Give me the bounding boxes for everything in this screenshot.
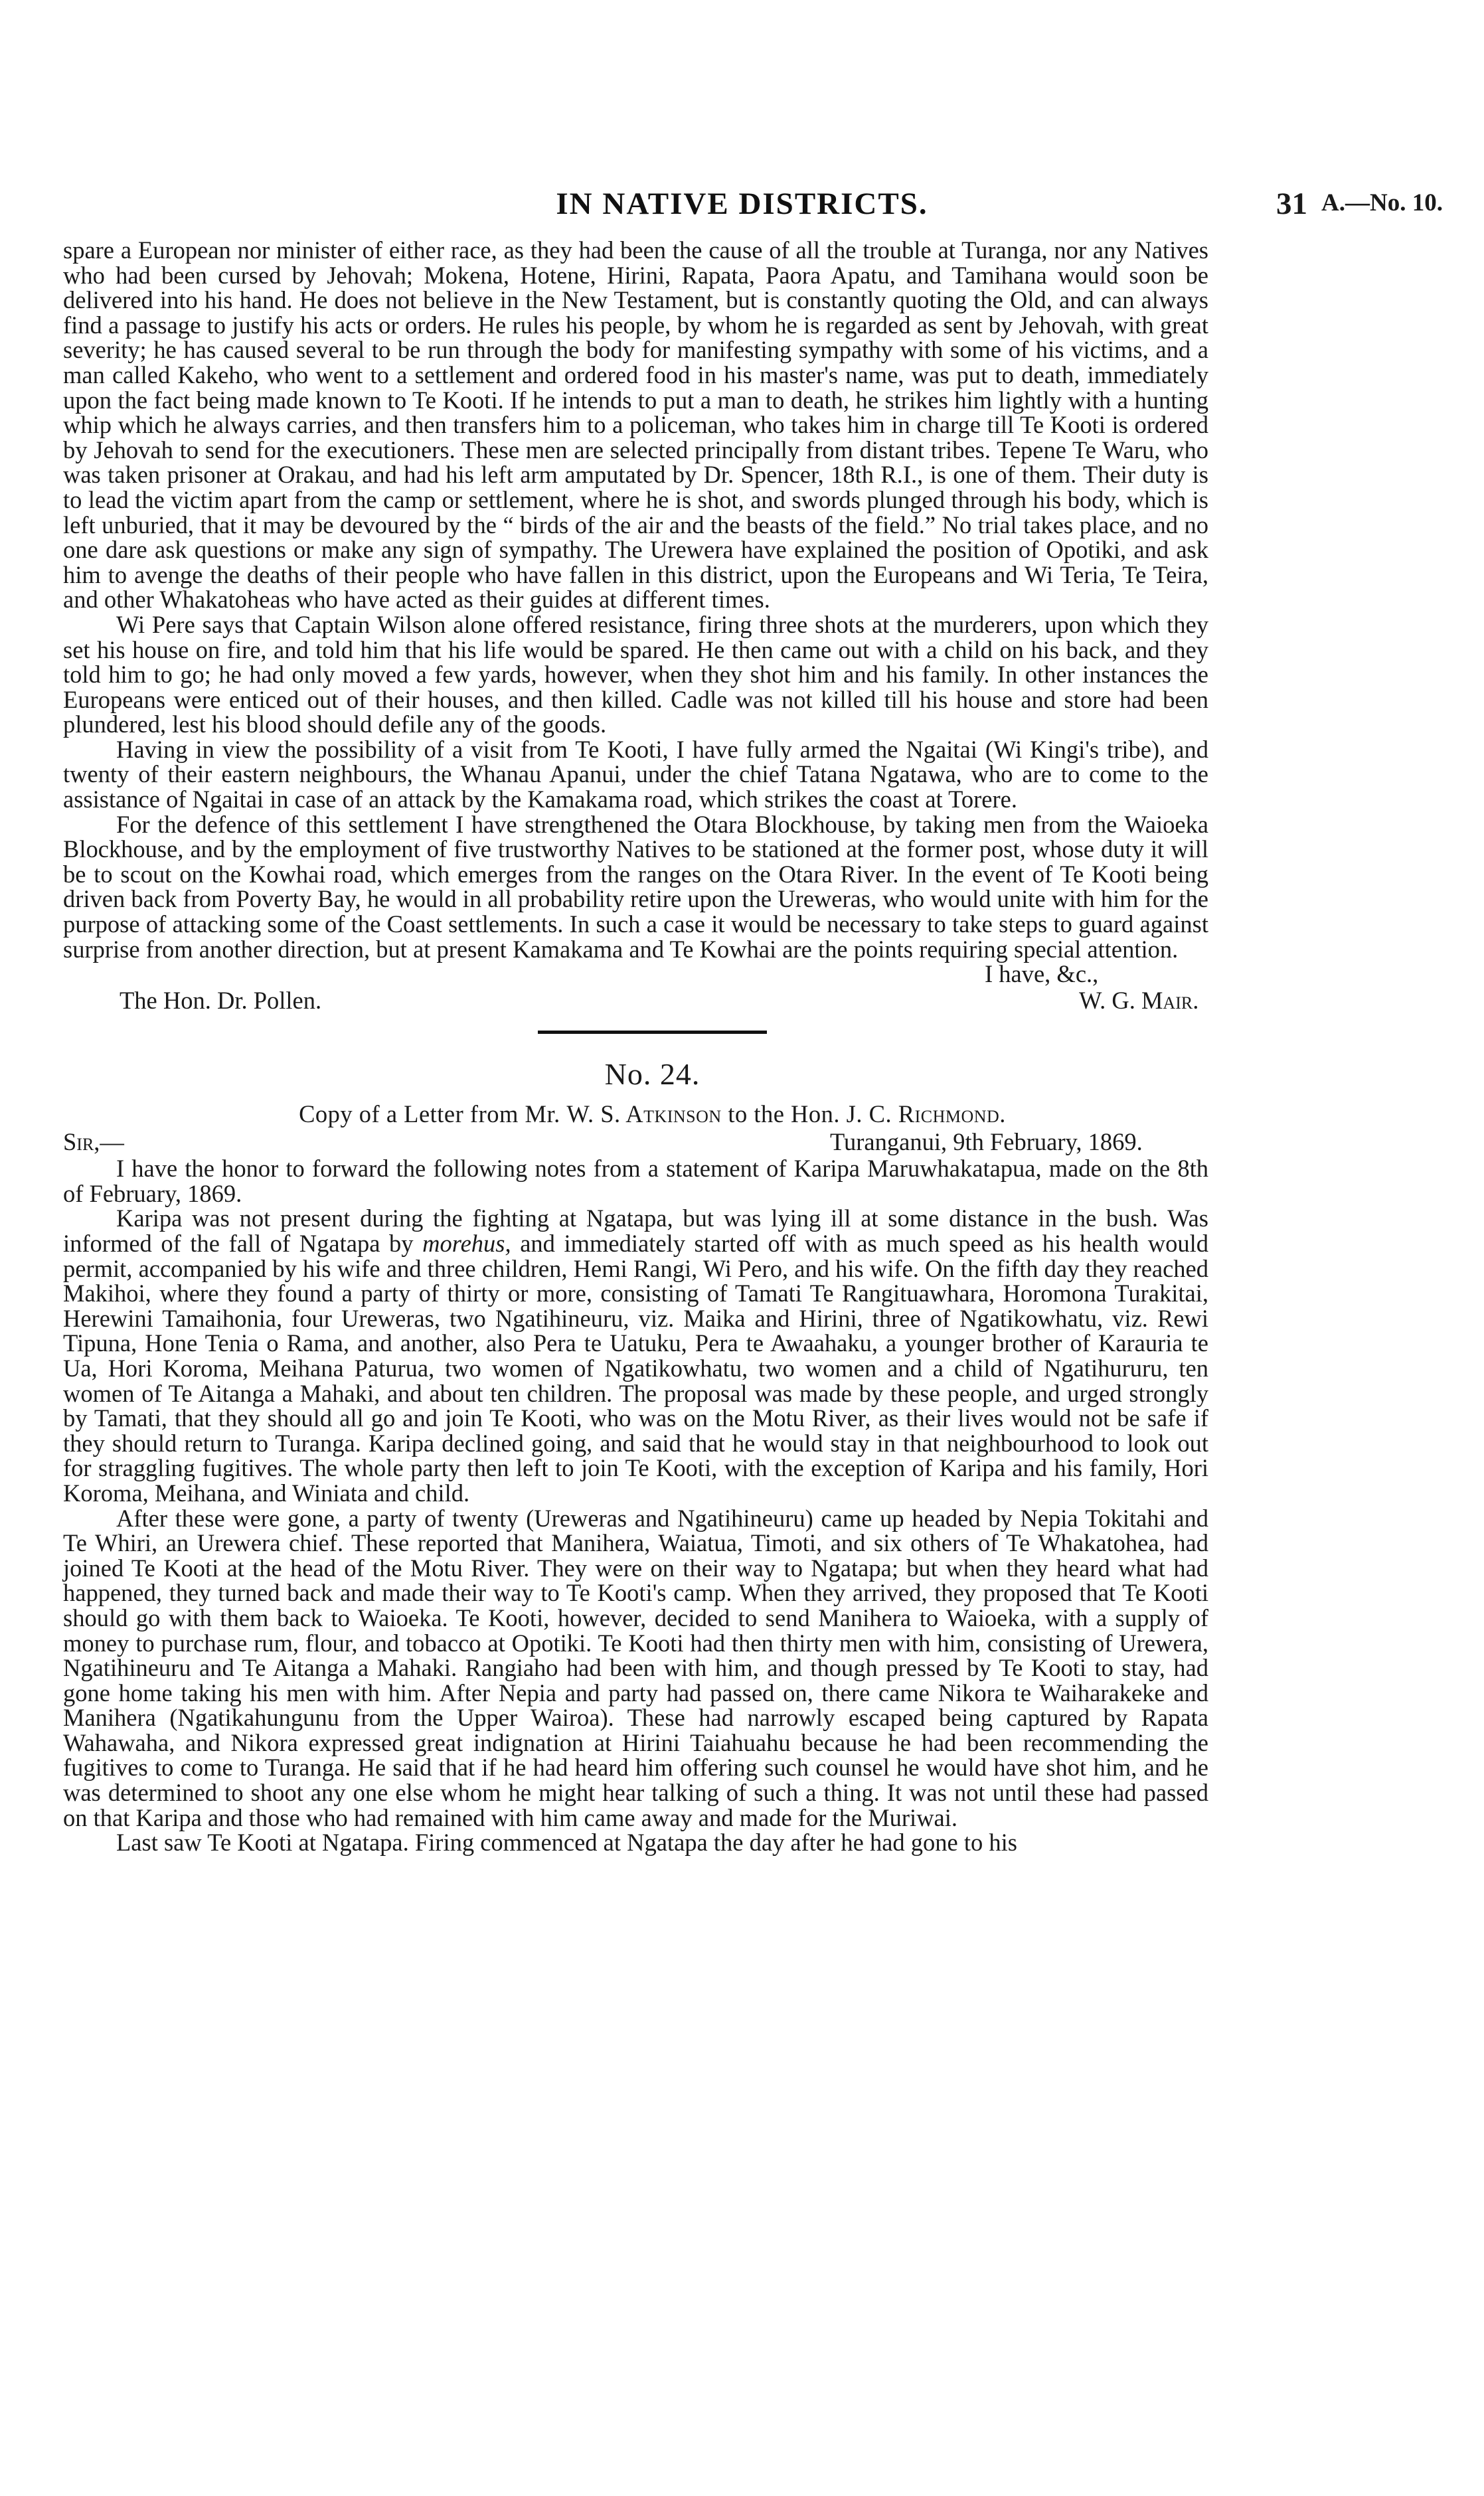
page-body	[63, 238, 1208, 1855]
paragraph	[63, 1206, 1208, 1505]
section-divider	[538, 1031, 767, 1034]
salutation: Sir,—	[63, 1128, 124, 1156]
page-title: IN NATIVE DISTRICTS.	[556, 187, 928, 221]
italic-term: morehus,	[422, 1230, 511, 1257]
paragraph: After these were gone, a party of twenty (Ureweras and Ngatihineuru) came up headed by Nepia Tokitahi and Te Whiri, an Urewera chief. These reported that Manihera, Waiatua, Timoti, and six others of Te Whakatohea, had joined Te Kooti at the head of the Motu River. They were on their way to Ngatapa; but when they heard what had happened, they turned back and made their way to Te Kooti's camp. When they arrived, they proposed that Te Kooti should go with them back to Waioeka. Te Kooti, however, decided to send Manihera to Waioeka, with a supply of money to purchase rum, flour, and tobacco at Opotiki. Te Kooti had then thirty men with him, consisting of Urewera, Ngatihineuru and Te Aitanga a Mahaki. Rangiaho had been with him, and though pressed by Te Kooti to stay, had gone home taking his men with him. After Nepia and party had passed on, there came Nikora te Waiharakeke and Manihera (Ngatikahungunu from the Upper Wairoa). These had narrowly escaped being captured by Rapata Wahawaha, and Nikora expressed great indignation at Hirini Taiahuahu because he had been recommending the fugitives to come to Turanga. He said that if he had heard him offering such counsel he would have shot him, and he was determined to shoot any one else whom he might hear talking of such a thing. It was not until these had passed on that Karipa and those who had remained with him came away and made for the Muriwai.	[63, 1504, 1208, 1831]
paragraph: For the defence of this settlement I have strengthened the Otara Blockhouse, by taking men from the Waioeka Blockhouse, and by the employment of five trustworthy Natives to be stationed at the former post, whose duty it will be to scout on the Kowhai road, which emerges from the ranges on the Otara River. In the event of Te Kooti being driven back from Poverty Bay, he would in all probability retire upon the Ureweras, who would unite with him for the purpose of attacking some of the Coast settlements. In such a case it would be necessary to take steps to guard against surprise from another direction, but at present Kamakama and Te Kowhai are the points requiring special attention.	[63, 810, 1208, 963]
paragraph-text: Karipa was not present during the fighting at Ngatapa, but was lying ill at some distance in the bush. Was informed of the fall of Ngatapa by	[63, 1205, 1208, 1257]
caption-sender: W. S. Atkinson	[566, 1100, 722, 1128]
paragraph: spare a European nor minister of either race, as they had been the cause of all the trouble at Turanga, nor any Natives who had been cursed by Jehovah; Mokena, Hotene, Hirini, Rapata, Paora Apatu, and Tamihana would soon be delivered into his hand. He does not believe in the New Testament, but is constantly quoting the Old, and can always find a passage to justify his acts or orders. He rules his people, by whom he is regarded as sent by Jehovah, with great severity; he has caused several to be run through the body for manifesting sympathy with some of his victims, and a man called Kakeho, who went to a settlement and ordered food in his master's name, was put to death, immediately upon the fact being made known to Te Kooti. If he intends to put a man to death, he strikes him lightly with a hunting whip which he always carries, and then transfers him to a policeman, who takes him in charge till Te Kooti is ordered by Jehovah to send for the executioners. These men are selected principally from distant tribes. Tepene Te Waru, who was taken prisoner at Orakau, and had his left arm amputated by Dr. Spencer, 18th R.I., is one of them. Their duty is to lead the victim apart from the camp or settlement, where he is shot, and swords plunged through his body, which is left unburied, that it may be devoured by the “ birds of the air and the beasts of the field.” No trial takes place, and no one dare ask questions or make any sign of sympathy. The Urewera have explained the position of Opotiki, and ask him to avenge the deaths of their people who have fallen in this district, upon the Europeans and Wi Teria, Te Teira, and other Whakatoheas who have acted as their guides at different times.	[63, 236, 1208, 614]
document-caption	[80, 1100, 1225, 1128]
letter-closing: I have, &c.,	[985, 960, 1099, 988]
running-head	[0, 186, 1484, 226]
document-reference: A.—No. 10.	[1321, 189, 1443, 216]
caption-text: to the Hon.	[728, 1100, 841, 1128]
document-number: No. 24.	[604, 1057, 701, 1092]
caption-text: Copy of a Letter from Mr.	[299, 1100, 560, 1128]
letter-signer: W. G. Mair.	[1079, 987, 1199, 1015]
page-number: 31	[1276, 187, 1307, 221]
caption-recipient: J. C. Richmond.	[846, 1100, 1006, 1128]
paragraph: Wi Pere says that Captain Wilson alone offered resistance, firing three shots at the murderers, upon which they set his house on fire, and told him that his life would be spared. He then came out with a child on his back, and they told him to go; he had only moved a few yards, however, when they shot him and his family. In other instances the Europeans were enticed out of their houses, and then killed. Cadle was not killed till his house and store had been plundered, lest his blood should defile any of the goods.	[63, 610, 1208, 738]
dateline: Turanganui, 9th February, 1869.	[830, 1128, 1143, 1156]
paragraph: Having in view the possibility of a visit from Te Kooti, I have fully armed the Ngaitai (Wi Kingi's tribe), and twenty of their eastern neighbours, the Whanau Apanui, under the chief Tatana Ngatawa, who are to come to the assistance of Ngaitai in case of an attack by the Kamakama road, which strikes the coast at Torere.	[63, 735, 1208, 813]
paragraph-text: and immediately started off with as much speed as his health would permit, accompanied by his wife and three children, Hemi Rangi, Wi Pero, and his wife. On the fifth day they reached Makihoi, where they found a party of thirty or more, consisting of Tamati Te Rangituawhara, Horomona Turakitai, Herewini Tamaihonia, four Ureweras, two Ngatihineuru, viz. Maika and Hirini, three of Ngatikowhatu, viz. Rewi Tipuna, Hone Tenia o Rama, and another, also Pera te Uatuku, Pera te Awaahaku, a younger brother of Karauria te Ua, Hori Koroma, Meihana Paturua, two women of Ngatikowhatu, two women and a child of Ngatihururu, ten women of Te Aitanga a Mahaki, and about ten children. The proposal was made by these people, and urged strongly by Tamati, that they should all go and join Te Kooti, who was on the Motu River, as their lives would not be safe if they should return to Turanga. Karipa declined going, and said that he would stay in that neighbourhood to look out for straggling fugitives. The whole party then left to join Te Kooti, with the exception of Karipa and his family, Hori Koroma, Meihana, and Winiata and child.	[63, 1230, 1209, 1507]
paragraph: I have the honor to forward the following notes from a statement of Karipa Maruwhakatapua, made on the 8th of February, 1869.	[63, 1155, 1208, 1207]
paragraph: Last saw Te Kooti at Ngatapa. Firing commenced at Ngatapa the day after he had gone to his	[116, 1829, 1017, 1857]
signature-block	[63, 961, 1208, 1015]
salutation-row	[63, 1129, 1208, 1156]
letter-addressee: The Hon. Dr. Pollen.	[120, 987, 322, 1015]
